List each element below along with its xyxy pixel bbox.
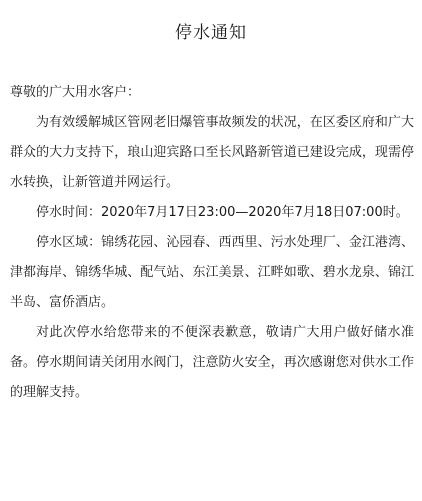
notice-body (10, 78, 414, 408)
salutation: 尊敬的广大用水客户： (10, 85, 141, 100)
paragraph-outage-area: 停水区域：锦绣花园、沁园春、西西里、污水处理厂、金江港湾、津都海岸、锦绣华城、配气站、东江美景、江畔如歌、碧水龙泉、锦江半岛、富侨酒店。 (10, 235, 414, 310)
paragraph-reason: 为有效缓解城区管网老旧爆管事故频发的状况，在区委区府和广大群众的大力支持下，琅山迎宾路口至长风路新管道已建设完成，现需停水转换，让新管道并网运行。 (10, 115, 414, 190)
paragraph-apology: 对此次停水给您带来的不便深表歉意，敬请广大用户做好储水准备。停水期间请关闭用水阀门，注意防火安全，再次感谢您对供水工作的理解支持。 (10, 325, 414, 400)
paragraph-outage-time: 停水时间：2020年7月17日23:00—2020年7月18日07:00时。 (36, 205, 409, 220)
notice-title: 停水通知 (175, 23, 247, 43)
